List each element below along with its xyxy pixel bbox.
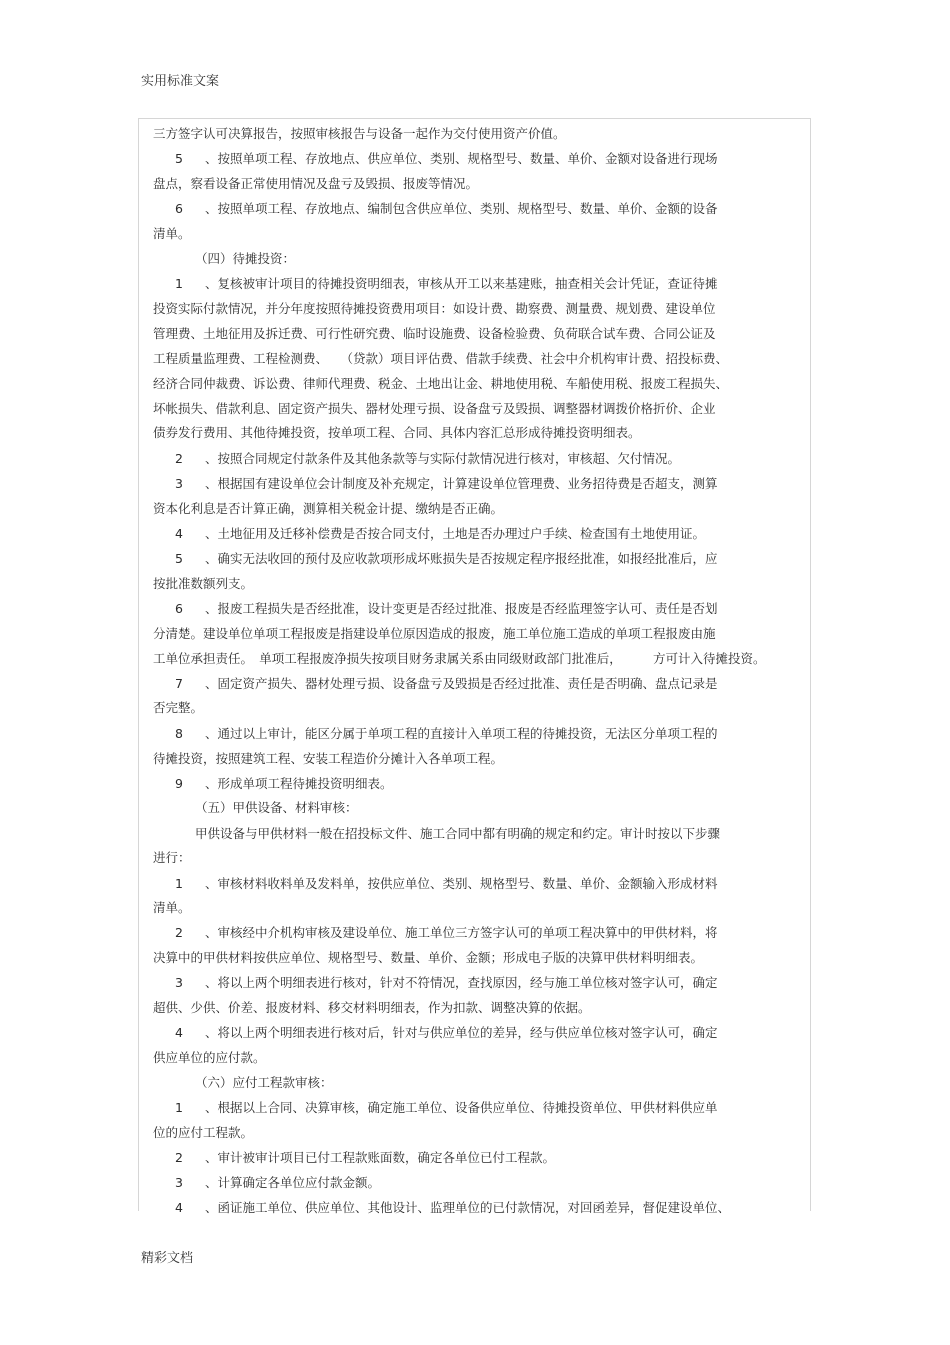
paragraph-line xyxy=(153,226,191,242)
line-text: 、根据国有建设单位会计制度及补充规定，计算建设单位管理费、业务招待费是否超支，测算 xyxy=(205,476,718,491)
line-text: 、通过以上审计，能区分属于单项工程的直接计入单项工程的待摊投资，无法区分单项工程的 xyxy=(205,726,718,741)
line-text: 、按照合同规定付款条件及其他条款等与实际付款情况进行核对，审核超、欠付情况。 xyxy=(205,451,681,466)
paragraph-line xyxy=(175,1100,718,1116)
paragraph-line xyxy=(153,351,728,367)
line-text: 、将以上两个明细表进行核对，针对不符情况，查找原因，经与施工单位核对签字认可，确定 xyxy=(205,975,718,990)
line-text: 供应单位的应付款。 xyxy=(153,1050,266,1065)
item-number: 3 xyxy=(175,476,183,491)
item-number: 7 xyxy=(175,676,183,691)
line-text: 超供、少供、价差、报废材料、移交材料明细表，作为扣款、调整决算的依据。 xyxy=(153,1000,591,1015)
paragraph-line xyxy=(175,451,680,467)
paragraph-line xyxy=(175,776,393,792)
line-text: 分清楚。建设单位单项工程报废是指建设单位原因造成的报废，施工单位施工造成的单项工程报废由施 xyxy=(153,626,716,641)
item-number: 2 xyxy=(175,1150,183,1165)
line-text: 、形成单项工程待摊投资明细表。 xyxy=(205,776,393,791)
line-text: 、固定资产损失、器材处理亏损、设备盘亏及毁损是否经过批准、责任是否明确、盘点记录是 xyxy=(205,676,718,691)
paragraph-line xyxy=(153,751,503,767)
paragraph-line xyxy=(153,900,191,916)
paragraph-line xyxy=(153,1125,253,1141)
paragraph-line xyxy=(175,276,718,292)
line-text: 、按照单项工程、存放地点、供应单位、类别、规格型号、数量、单价、金额对设备进行现场 xyxy=(205,151,718,166)
paragraph-line xyxy=(153,651,766,667)
item-number: 5 xyxy=(175,151,183,166)
paragraph-line xyxy=(153,401,716,417)
paragraph-line xyxy=(195,251,295,267)
line-text: 、按照单项工程、存放地点、编制包含供应单位、类别、规格型号、数量、单价、金额的设备 xyxy=(205,201,718,216)
page-header: 实用标准文案 xyxy=(141,74,220,89)
line-text: 坏帐损失、借款利息、固定资产损失、器材处理亏损、设备盘亏及毁损、调整器材调拨价格折价、企业 xyxy=(153,401,716,416)
paragraph-line xyxy=(175,876,718,892)
paragraph-line xyxy=(175,526,705,542)
line-text: 甲供设备与甲供材料一般在招投标文件、施工合同中都有明确的规定和约定。审计时按以下步骤 xyxy=(195,826,721,841)
line-text: 待摊投资，按照建筑工程、安装工程造价分摊计入各单项工程。 xyxy=(153,751,504,766)
paragraph-line xyxy=(175,726,718,742)
paragraph-line xyxy=(195,800,358,816)
item-number: 8 xyxy=(175,726,183,741)
paragraph-line xyxy=(153,326,716,342)
item-number: 2 xyxy=(175,925,183,940)
paragraph-line xyxy=(153,301,716,317)
line-text: 、土地征用及迁移补偿费是否按合同支付，土地是否办理过户手续、检查国有土地使用证。 xyxy=(205,526,706,541)
line-text: 三方签字认可决算报告，按照审核报告与设备一起作为交付使用资产价值。 xyxy=(153,126,566,141)
paragraph-line xyxy=(153,376,728,392)
item-number: 6 xyxy=(175,201,183,216)
paragraph-line xyxy=(175,201,718,217)
paragraph-line xyxy=(153,1050,266,1066)
item-number: 4 xyxy=(175,1025,183,1040)
line-text: （五）甲供设备、材料审核： xyxy=(195,800,358,815)
line-text: 、审核材料收料单及发料单，按供应单位、类别、规格型号、数量、单价、金额输入形成材料 xyxy=(205,876,718,891)
item-number: 2 xyxy=(175,451,183,466)
paragraph-line xyxy=(153,700,203,716)
paragraph-line xyxy=(195,1075,333,1091)
line-text: 、计算确定各单位应付款金额。 xyxy=(205,1175,381,1190)
item-number: 1 xyxy=(175,876,183,891)
item-number: 3 xyxy=(175,1175,183,1190)
line-text: 、将以上两个明细表进行核对后，针对与供应单位的差异，经与供应单位核对签字认可，确定 xyxy=(205,1025,718,1040)
item-number: 5 xyxy=(175,551,183,566)
paragraph-line xyxy=(175,151,718,167)
paragraph-line xyxy=(153,501,503,517)
line-text: 否完整。 xyxy=(153,700,204,715)
paragraph-line xyxy=(153,950,703,966)
item-number: 4 xyxy=(175,1200,183,1215)
line-text: 、根据以上合同、决算审核，确定施工单位、设备供应单位、待摊投资单位、甲供材料供应单 xyxy=(205,1100,718,1115)
line-text: （六）应付工程款审核： xyxy=(195,1075,333,1090)
paragraph-line xyxy=(153,176,478,192)
paragraph-line xyxy=(153,425,641,441)
line-text: 、审核经中介机构审核及建设单位、施工单位三方签字认可的单项工程决算中的甲供材料，将 xyxy=(205,925,718,940)
paragraph-line xyxy=(175,476,718,492)
line-text: 、复核被审计项目的待摊投资明细表，审核从开工以来基建账，抽查相关会计凭证，查证待摊 xyxy=(205,276,718,291)
page-footer: 精彩文档 xyxy=(141,1251,194,1266)
line-text: 位的应付工程款。 xyxy=(153,1125,254,1140)
paragraph-line xyxy=(175,1200,730,1216)
paragraph-line xyxy=(175,1150,555,1166)
line-text: 、函证施工单位、供应单位、其他设计、监理单位的已付款情况，对回函差异，督促建设单位、 xyxy=(205,1200,731,1215)
paragraph-line xyxy=(175,975,718,991)
paragraph-line xyxy=(175,925,718,941)
paragraph-line xyxy=(175,601,718,617)
line-text: 清单。 xyxy=(153,226,191,241)
item-number: 6 xyxy=(175,601,183,616)
line-text: 、审计被审计项目已付工程款账面数，确定各单位已付工程款。 xyxy=(205,1150,556,1165)
line-text: 经济合同仲裁费、诉讼费、律师代理费、税金、土地出让金、耕地使用税、车船使用税、报废工程损失、 xyxy=(153,376,729,391)
line-text: 按批准数额列支。 xyxy=(153,576,254,591)
paragraph-line xyxy=(175,1025,718,1041)
line-text: （四）待摊投资： xyxy=(195,251,296,266)
line-text: 工程质量监理费、工程检测费、 （贷款）项目评估费、借款手续费、社会中介机构审计费、招投标费、 xyxy=(153,351,729,366)
paragraph-line xyxy=(175,676,718,692)
line-text: 投资实际付款情况，并分年度按照待摊投资费用项目：如设计费、勘察费、测量费、规划费、建设单位 xyxy=(153,301,716,316)
paragraph-line xyxy=(153,576,253,592)
item-number: 4 xyxy=(175,526,183,541)
line-text: 管理费、土地征用及拆迁费、可行性研究费、临时设施费、设备检验费、负荷联合试车费、合同公证及 xyxy=(153,326,716,341)
paragraph-line xyxy=(195,826,720,842)
paragraph-line xyxy=(153,850,191,866)
item-number: 3 xyxy=(175,975,183,990)
line-text: 进行： xyxy=(153,850,191,865)
line-text: 、确实无法收回的预付及应收款项形成坏账损失是否按规定程序报经批准，如报经批准后，应 xyxy=(205,551,718,566)
line-text: 清单。 xyxy=(153,900,191,915)
paragraph-line xyxy=(153,626,716,642)
paragraph-line xyxy=(153,1000,591,1016)
line-text: 工单位承担责任。 单项工程报废净损失按项目财务隶属关系由同级财政部门批准后， 方可计入待摊投资。 xyxy=(153,651,766,666)
item-number: 1 xyxy=(175,276,183,291)
line-text: 、报废工程损失是否经批准，设计变更是否经过批准、报废是否经监理签字认可、责任是否划 xyxy=(205,601,718,616)
paragraph-line xyxy=(153,126,566,142)
line-text: 盘点，察看设备正常使用情况及盘亏及毁损、报废等情况。 xyxy=(153,176,479,191)
paragraph-line xyxy=(175,551,718,567)
paragraph-line xyxy=(175,1175,380,1191)
item-number: 1 xyxy=(175,1100,183,1115)
line-text: 决算中的甲供材料按供应单位、规格型号、数量、单价、金额；形成电子版的决算甲供材料明细表。 xyxy=(153,950,704,965)
line-text: 资本化利息是否计算正确，测算相关税金计提、缴纳是否正确。 xyxy=(153,501,504,516)
item-number: 9 xyxy=(175,776,183,791)
line-text: 债券发行费用、其他待摊投资，按单项工程、合同、具体内容汇总形成待摊投资明细表。 xyxy=(153,425,641,440)
